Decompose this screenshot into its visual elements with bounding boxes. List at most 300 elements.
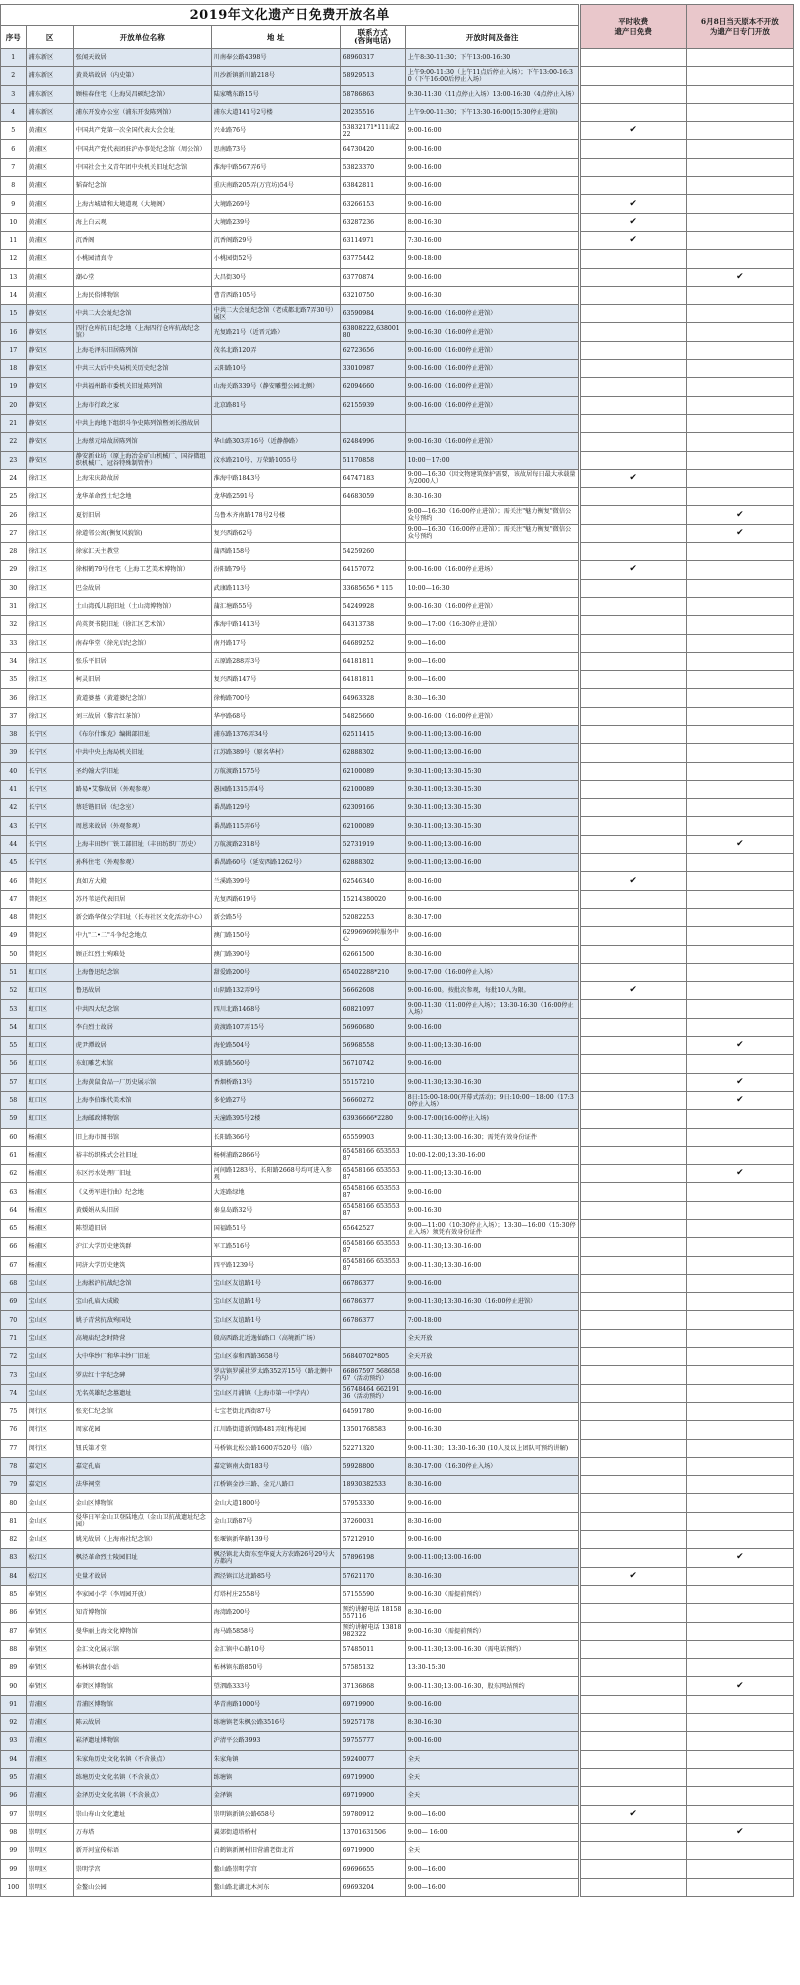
row-phone: 65559903: [340, 1128, 405, 1146]
special-check-cell: [686, 908, 793, 926]
table-row: [1, 1585, 794, 1603]
table-row: [1, 396, 794, 414]
free-check-cell: [580, 1110, 686, 1128]
row-hours: 9:00-16:00（16:00停止进馆）: [405, 396, 579, 414]
row-address: 练塘镇老朱枫公路3516号: [211, 1714, 340, 1732]
special-check-cell: ✔: [686, 1823, 793, 1841]
row-hours: 9:00-16:00: [405, 177, 579, 195]
row-phone: 62100089: [340, 780, 405, 798]
free-check-cell: ✔: [580, 469, 686, 487]
free-check-cell: [580, 1585, 686, 1603]
special-check-cell: [686, 652, 793, 670]
row-name: 《布尔什维克》编辑部旧址: [73, 725, 211, 743]
row-address: 番禺路115弄6号: [211, 817, 340, 835]
row-name: 张乐平旧居: [73, 652, 211, 670]
row-name: 虎尹潭故居: [73, 1037, 211, 1055]
row-district: 黄浦区: [26, 250, 73, 268]
special-check-cell: [686, 634, 793, 652]
row-district: 普陀区: [26, 872, 73, 890]
free-check-cell: [580, 1128, 686, 1146]
row-number: 6: [1, 140, 27, 158]
row-district: 长宁区: [26, 835, 73, 853]
free-check-cell: [580, 360, 686, 378]
row-phone: 37260031: [340, 1512, 405, 1530]
table-row: [1, 213, 794, 231]
row-phone: 69696655: [340, 1860, 405, 1878]
row-hours: 上午9:00-11:30；下午13:30-16:00(15:30停止进馆): [405, 103, 579, 121]
row-hours: 8:00-16:00: [405, 872, 579, 890]
table-row: [1, 854, 794, 872]
special-check-cell: [686, 1238, 793, 1256]
row-hours: 9:00-17:00（16:00停止入场）: [405, 963, 579, 981]
row-name: 上海蔡元培故居陈列馆: [73, 433, 211, 451]
row-address: 沉香阁路29号: [211, 231, 340, 249]
row-phone: 65642527: [340, 1220, 405, 1238]
table-row: [1, 579, 794, 597]
row-phone: 63842811: [340, 177, 405, 195]
row-phone: 57212910: [340, 1531, 405, 1549]
row-name: 张充仁纪念馆: [73, 1402, 211, 1420]
table-row: [1, 524, 794, 542]
special-check-cell: [686, 1128, 793, 1146]
special-check-cell: [686, 1640, 793, 1658]
row-name: 黄道婆墓（黄道婆纪念馆）: [73, 689, 211, 707]
row-number: 77: [1, 1439, 27, 1457]
table-row: [1, 744, 794, 762]
special-check-cell: [686, 561, 793, 579]
special-check-cell: [686, 927, 793, 945]
free-check-cell: [580, 1860, 686, 1878]
special-check-cell: [686, 1201, 793, 1219]
table-row: [1, 872, 794, 890]
row-address: 宝山区泰和西路3658号: [211, 1348, 340, 1366]
free-check-cell: [580, 817, 686, 835]
row-hours: 10:00－17:00: [405, 451, 579, 469]
row-name: 夏衍旧居: [73, 506, 211, 524]
row-address: 金汇镇中心路10号: [211, 1640, 340, 1658]
row-phone: [340, 506, 405, 524]
row-district: 虹口区: [26, 1037, 73, 1055]
row-phone: 69693204: [340, 1878, 405, 1896]
row-number: 21: [1, 414, 27, 432]
row-name: 东虹雕艺术馆: [73, 1055, 211, 1073]
row-number: 32: [1, 616, 27, 634]
header-no: 序号: [1, 26, 27, 49]
free-check-cell: [580, 378, 686, 396]
free-check-cell: [580, 762, 686, 780]
row-phone: 57896198: [340, 1549, 405, 1567]
row-phone: 62661500: [340, 945, 405, 963]
row-district: 静安区: [26, 341, 73, 359]
row-name: 金鳌山公园: [73, 1878, 211, 1896]
row-phone: 62100089: [340, 817, 405, 835]
row-address: 望泗路333号: [211, 1677, 340, 1695]
table-row: [1, 982, 794, 1000]
special-check-cell: [686, 1622, 793, 1640]
row-number: 61: [1, 1146, 27, 1164]
row-phone: 52731919: [340, 835, 405, 853]
row-name: 孙科住宅（外观参观）: [73, 854, 211, 872]
free-check-cell: [580, 1732, 686, 1750]
row-number: 14: [1, 286, 27, 304]
free-check-cell: [580, 1768, 686, 1786]
row-hours: 9:30-11:00;13:30-15:30: [405, 762, 579, 780]
row-number: 78: [1, 1457, 27, 1475]
row-hours: 9:00—16:00: [405, 634, 579, 652]
table-row: [1, 1805, 794, 1823]
row-district: 青浦区: [26, 1714, 73, 1732]
row-name: 中国共产党代表团驻沪办事处纪念馆（周公馆）: [73, 140, 211, 158]
row-hours: 9:00-16:00: [405, 890, 579, 908]
row-name: 中共二大会址纪念馆: [73, 305, 211, 323]
row-phone: 63114971: [340, 231, 405, 249]
row-name: 上海毛泽东旧居陈列馆: [73, 341, 211, 359]
special-check-cell: [686, 543, 793, 561]
row-address: 殷高西路北近逸仙路口（高境新广场）: [211, 1329, 340, 1347]
row-district: 虹口区: [26, 1055, 73, 1073]
special-check-cell: [686, 305, 793, 323]
row-number: 40: [1, 762, 27, 780]
row-district: 杨浦区: [26, 1220, 73, 1238]
free-check-cell: ✔: [580, 213, 686, 231]
row-address: 海伦路504号: [211, 1037, 340, 1055]
row-hours: 9:00-11:30;13:30-16:30（16:00停止进馆）: [405, 1293, 579, 1311]
row-phone: 65458166 65355387: [340, 1201, 405, 1219]
special-check-cell: [686, 451, 793, 469]
row-phone: 13701631506: [340, 1823, 405, 1841]
row-address: 光复西路619号: [211, 890, 340, 908]
special-check-cell: [686, 579, 793, 597]
free-check-cell: [580, 305, 686, 323]
row-name: 罗店红十字纪念碑: [73, 1366, 211, 1384]
header-hours: 开放时间及备注: [405, 26, 579, 49]
row-phone: 62155939: [340, 396, 405, 414]
row-district: 杨浦区: [26, 1146, 73, 1164]
row-number: 47: [1, 890, 27, 908]
row-hours: 9:00-11:00;13:00-16:00: [405, 1549, 579, 1567]
row-hours: 全天开放: [405, 1329, 579, 1347]
row-district: 黄浦区: [26, 286, 73, 304]
row-address: 陆家嘴东路15号: [211, 85, 340, 103]
row-number: 24: [1, 469, 27, 487]
row-hours: 9:00-16:00: [405, 1018, 579, 1036]
special-check-cell: [686, 890, 793, 908]
row-number: 81: [1, 1512, 27, 1530]
row-number: 50: [1, 945, 27, 963]
row-phone: 66786377: [340, 1311, 405, 1329]
row-district: 杨浦区: [26, 1201, 73, 1219]
free-check-cell: [580, 451, 686, 469]
row-hours: 全天: [405, 1787, 579, 1805]
row-number: 62: [1, 1165, 27, 1183]
row-hours: 上午9:00-11:30（上午11点后停止入场）；下午13:00-16:30（下午16:00后停止入场）: [405, 67, 579, 85]
free-check-cell: [580, 1293, 686, 1311]
row-hours: 9:00-16:00: [405, 195, 579, 213]
row-number: 67: [1, 1256, 27, 1274]
row-phone: 64730420: [340, 140, 405, 158]
table-row: [1, 231, 794, 249]
row-hours: 9:00-16:00（16:00停止进场）: [405, 561, 579, 579]
row-phone: 62888302: [340, 854, 405, 872]
row-phone: 59755777: [340, 1732, 405, 1750]
row-district: 黄浦区: [26, 195, 73, 213]
table-row: [1, 1183, 794, 1201]
special-check-cell: ✔: [686, 506, 793, 524]
special-check-cell: [686, 671, 793, 689]
row-name: 金汇文化展示馆: [73, 1640, 211, 1658]
free-check-cell: [580, 1549, 686, 1567]
free-check-cell: [580, 1695, 686, 1713]
row-hours: 9:00—16:30（因文物建筑保护需要，该故居每日最大承载量为2000人）: [405, 469, 579, 487]
row-hours: 9:00-16:00: [405, 1732, 579, 1750]
row-district: 松江区: [26, 1567, 73, 1585]
row-number: 42: [1, 799, 27, 817]
free-check-cell: [580, 1421, 686, 1439]
table-row: [1, 1604, 794, 1622]
row-number: 82: [1, 1531, 27, 1549]
row-phone: 58929513: [340, 67, 405, 85]
row-district: 黄浦区: [26, 177, 73, 195]
table-row: [1, 1201, 794, 1219]
table-row: [1, 817, 794, 835]
row-name: 真如方大殿: [73, 872, 211, 890]
row-number: 29: [1, 561, 27, 579]
table-row: [1, 689, 794, 707]
table-row: [1, 890, 794, 908]
table-row: [1, 963, 794, 981]
row-phone: 64181811: [340, 671, 405, 689]
row-phone: 60821097: [340, 1000, 405, 1018]
row-hours: 9:00-16:00: [405, 1055, 579, 1073]
row-phone: [340, 1329, 405, 1347]
special-check-cell: [686, 1055, 793, 1073]
row-address: 大境路269号: [211, 195, 340, 213]
free-check-cell: [580, 689, 686, 707]
free-check-cell: [580, 1531, 686, 1549]
row-address: 澳门路390号: [211, 945, 340, 963]
row-number: 79: [1, 1476, 27, 1494]
row-address: 张堰镇新华路139号: [211, 1531, 340, 1549]
row-district: 黄浦区: [26, 268, 73, 286]
row-hours: 9:00-16:30: [405, 1421, 579, 1439]
free-check-cell: [580, 1659, 686, 1677]
row-number: 52: [1, 982, 27, 1000]
special-check-cell: [686, 689, 793, 707]
row-hours: 8:30-16:30: [405, 488, 579, 506]
table-row: [1, 1677, 794, 1695]
row-address: 金山大道1800号: [211, 1494, 340, 1512]
row-number: 44: [1, 835, 27, 853]
free-check-cell: [580, 1604, 686, 1622]
free-check-cell: [580, 1183, 686, 1201]
row-district: 普陀区: [26, 908, 73, 926]
header-phone: 联系方式 (咨询电话): [340, 26, 405, 49]
table-row: [1, 1238, 794, 1256]
free-check-cell: [580, 67, 686, 85]
row-name: 沉香阁: [73, 231, 211, 249]
row-district: 徐汇区: [26, 488, 73, 506]
row-district: 奉贤区: [26, 1604, 73, 1622]
row-address: 复兴西路147号: [211, 671, 340, 689]
row-name: 周家花园: [73, 1421, 211, 1439]
row-hours: 9:00-16:00: [405, 1494, 579, 1512]
row-address: 华亭路68号: [211, 707, 340, 725]
free-check-cell: [580, 1823, 686, 1841]
row-district: 虹口区: [26, 982, 73, 1000]
free-check-cell: [580, 177, 686, 195]
special-check-cell: [686, 67, 793, 85]
row-address: 中共二大会址纪念馆（老成都北路7弄30号）展区: [211, 305, 340, 323]
special-check-cell: [686, 1659, 793, 1677]
row-name: 中共中央上海局机关旧址: [73, 744, 211, 762]
row-name: 陈望道旧居: [73, 1220, 211, 1238]
free-check-cell: [580, 49, 686, 67]
row-number: 86: [1, 1604, 27, 1622]
row-name: 宝山孔庙大成殿: [73, 1293, 211, 1311]
table-row: [1, 378, 794, 396]
row-address: 重庆南路205弄(万宜坊)54号: [211, 177, 340, 195]
row-district: 徐汇区: [26, 597, 73, 615]
table-row: [1, 1860, 794, 1878]
table-row: [1, 1750, 794, 1768]
row-phone: 33685656 * 115: [340, 579, 405, 597]
free-check-cell: [580, 1750, 686, 1768]
row-phone: 65458166 65355387: [340, 1238, 405, 1256]
special-check-cell: [686, 1512, 793, 1530]
row-hours: 8:30-16:00: [405, 945, 579, 963]
free-check-cell: [580, 341, 686, 359]
row-number: 2: [1, 67, 27, 85]
special-check-cell: [686, 195, 793, 213]
free-check-cell: ✔: [580, 122, 686, 140]
special-check-cell: [686, 1293, 793, 1311]
row-name: 崧泽遗址博物馆: [73, 1732, 211, 1750]
row-hours: 9:00-16:00（16:00停止进馆）: [405, 707, 579, 725]
table-row: [1, 543, 794, 561]
row-name: 上海民俗博物馆: [73, 286, 211, 304]
row-address: 乌鲁木齐南路178号2号楼: [211, 506, 340, 524]
special-check-cell: ✔: [686, 1549, 793, 1567]
row-address: 海湾路200号: [211, 1604, 340, 1622]
free-check-cell: [580, 103, 686, 121]
row-number: 74: [1, 1384, 27, 1402]
row-district: 黄浦区: [26, 122, 73, 140]
row-name: 李家园小学（李周园开放）: [73, 1585, 211, 1603]
row-number: 72: [1, 1348, 27, 1366]
row-number: 5: [1, 122, 27, 140]
row-hours: 9:30-11:00;13:30-15:30: [405, 817, 579, 835]
row-phone: 56748464 66219136（活动预约）: [340, 1384, 405, 1402]
row-district: 静安区: [26, 396, 73, 414]
row-address: 江桥镇金沙三路、金元八路口: [211, 1476, 340, 1494]
row-hours: 9:00-16:00: [405, 158, 579, 176]
row-number: 56: [1, 1055, 27, 1073]
row-phone: 59240077: [340, 1750, 405, 1768]
row-name: 青浦区博物馆: [73, 1695, 211, 1713]
table-row: [1, 1878, 794, 1896]
row-address: 番禺路129号: [211, 799, 340, 817]
row-address: 鳌山路崇明学宫: [211, 1860, 340, 1878]
row-phone: 69719900: [340, 1768, 405, 1786]
row-phone: 62484996: [340, 433, 405, 451]
table-row: [1, 908, 794, 926]
free-check-cell: [580, 616, 686, 634]
row-name: 黄炎培故居（内史第）: [73, 67, 211, 85]
row-address: 大境路239号: [211, 213, 340, 231]
special-check-cell: [686, 1110, 793, 1128]
row-name: 中国社会主义青年团中央机关旧址纪念馆: [73, 158, 211, 176]
special-check-cell: [686, 1567, 793, 1585]
row-number: 48: [1, 908, 27, 926]
special-check-cell: [686, 945, 793, 963]
row-number: 55: [1, 1037, 27, 1055]
row-district: 崇明区: [26, 1860, 73, 1878]
table-row: [1, 286, 794, 304]
row-number: 83: [1, 1549, 27, 1567]
row-phone: 62546340: [340, 872, 405, 890]
row-hours: 9:00-11:00;13:00-16:00: [405, 725, 579, 743]
row-address: 嘉定镇南大街183号: [211, 1457, 340, 1475]
row-number: 38: [1, 725, 27, 743]
row-district: 闵行区: [26, 1421, 73, 1439]
row-address: 南丹路17号: [211, 634, 340, 652]
special-check-cell: ✔: [686, 268, 793, 286]
row-name: 陈云故居: [73, 1714, 211, 1732]
row-number: 16: [1, 323, 27, 341]
special-check-cell: [686, 597, 793, 615]
row-address: [211, 414, 340, 432]
row-name: 上海淞沪抗战纪念馆: [73, 1274, 211, 1292]
table-row: [1, 1787, 794, 1805]
row-phone: 62309166: [340, 799, 405, 817]
row-hours: 全天: [405, 1768, 579, 1786]
row-number: 35: [1, 671, 27, 689]
special-column-header: 6月8日当天原本不开放 为遗产日专门开放: [686, 5, 793, 49]
row-district: 徐汇区: [26, 506, 73, 524]
row-phone: 56960680: [340, 1018, 405, 1036]
row-address: 宝山区友谊路1号: [211, 1293, 340, 1311]
row-address: 光复路21号（近晋元路）: [211, 323, 340, 341]
row-number: 43: [1, 817, 27, 835]
row-district: 奉贤区: [26, 1677, 73, 1695]
row-name: 沪江大学历史建筑群: [73, 1238, 211, 1256]
row-district: 宝山区: [26, 1366, 73, 1384]
row-district: 徐汇区: [26, 689, 73, 707]
row-address: 柘林镇东路850号: [211, 1659, 340, 1677]
special-check-cell: ✔: [686, 1073, 793, 1091]
row-number: 99: [1, 1842, 27, 1860]
row-hours: 9:00-16:30（16:00停止进馆）: [405, 323, 579, 341]
special-check-cell: [686, 1311, 793, 1329]
row-number: 20: [1, 396, 27, 414]
row-district: 静安区: [26, 378, 73, 396]
row-hours: 9:00-16:00（16:00停止进馆）: [405, 305, 579, 323]
row-district: 嘉定区: [26, 1457, 73, 1475]
row-address: 汶水路210号、万荣路1055号: [211, 451, 340, 469]
row-address: 罗店镇罗溪社罗太路352弄15号（路北侧中学内）: [211, 1366, 340, 1384]
row-phone: [340, 414, 405, 432]
row-district: 杨浦区: [26, 1165, 73, 1183]
special-check-cell: [686, 1146, 793, 1164]
row-district: 杨浦区: [26, 1183, 73, 1201]
table-row: [1, 616, 794, 634]
row-hours: 9:00—17:00（16:30停止进馆）: [405, 616, 579, 634]
row-district: 崇明区: [26, 1805, 73, 1823]
row-district: 静安区: [26, 433, 73, 451]
row-number: 66: [1, 1238, 27, 1256]
special-check-cell: [686, 1494, 793, 1512]
row-district: 浦东新区: [26, 49, 73, 67]
